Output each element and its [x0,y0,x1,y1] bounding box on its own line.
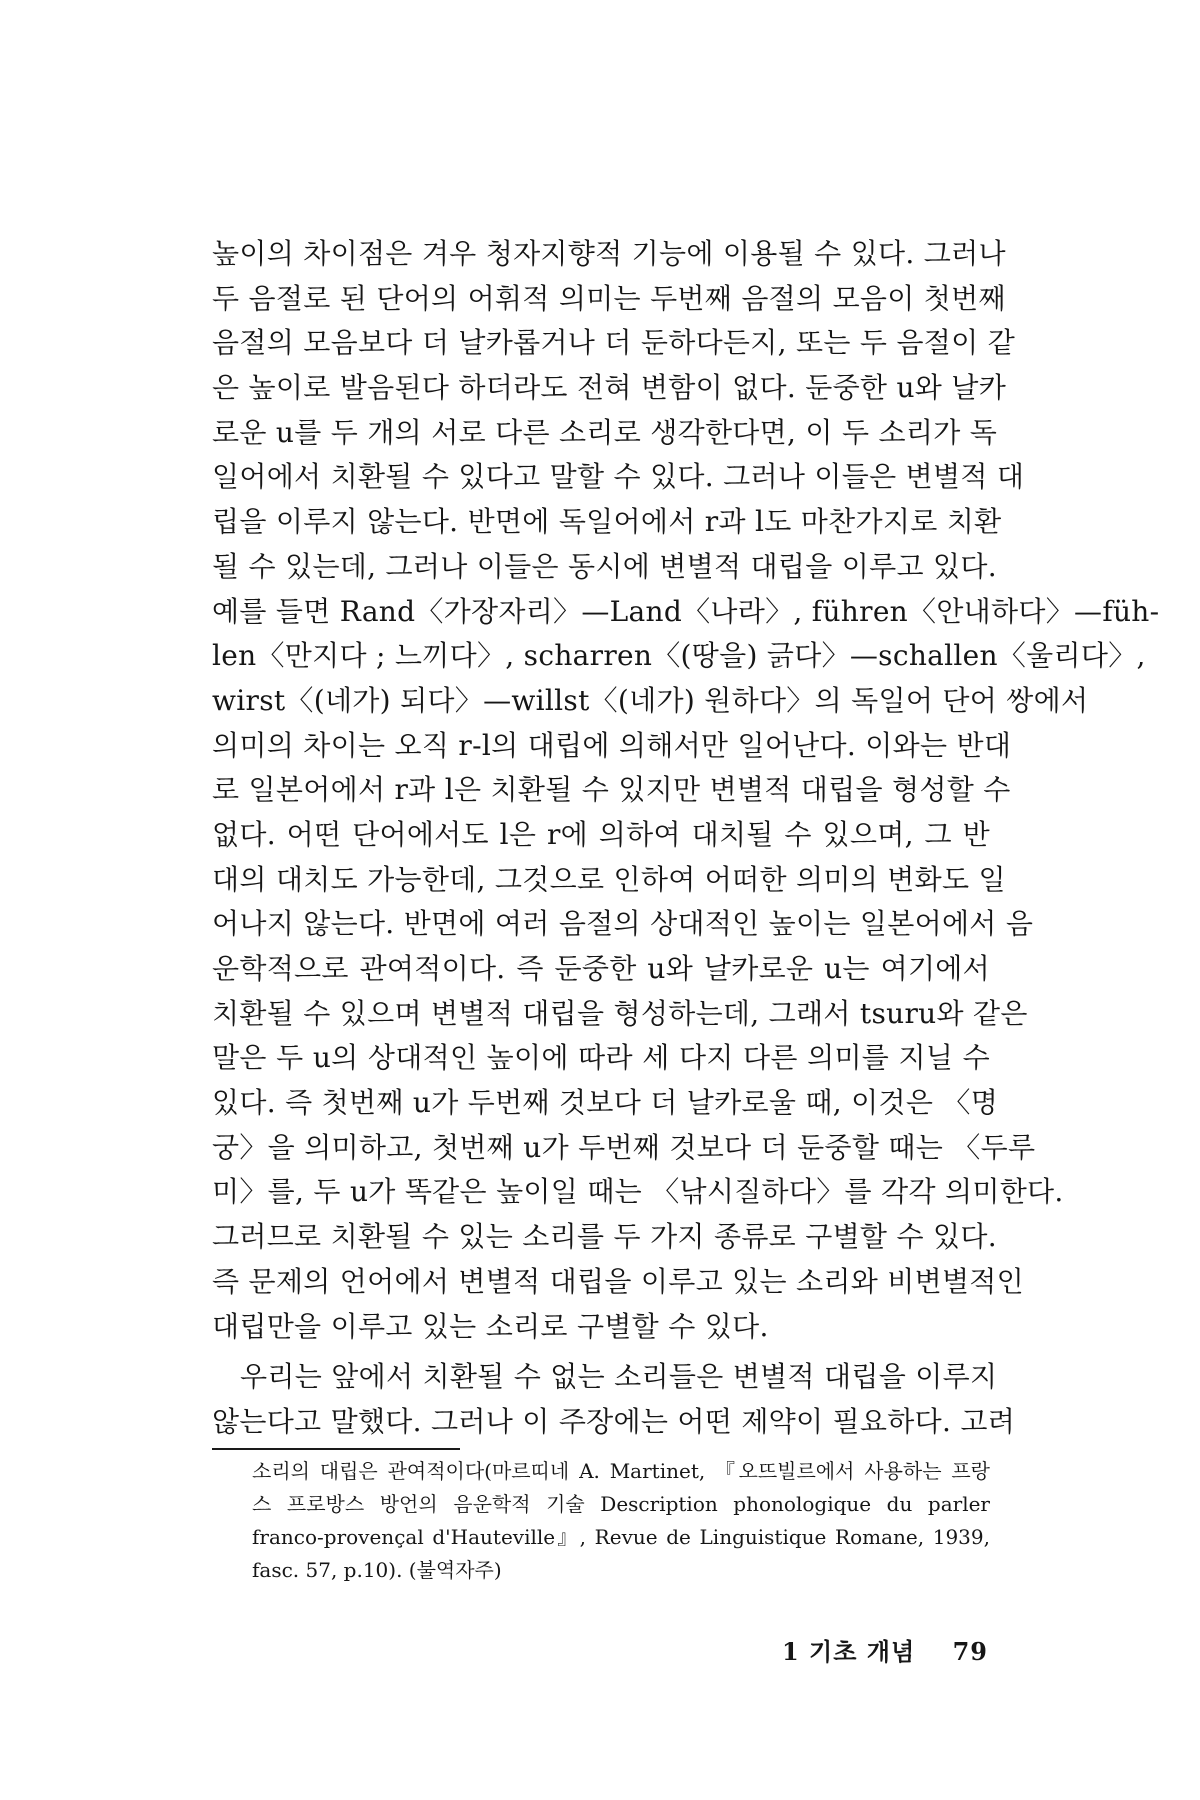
text-line: 로 일본어에서 r과 l은 치환될 수 있지만 변별적 대립을 형성할 수 [212,773,1011,807]
text-line: 될 수 있는데, 그러나 이들은 동시에 변별적 대립을 이루고 있다. [212,549,997,583]
text-line: 우리는 앞에서 치환될 수 없는 소리들은 변별적 대립을 이루지 [240,1360,998,1393]
text-line: 궁〉을 의미하고, 첫번째 u가 두번째 것보다 더 둔중할 때는 〈두루 [212,1130,1036,1164]
footnote-line: 소리의 대립은 관여적이다(마르띠네 A. Martinet, 『오뜨빌르에서 사용하는 프랑 [252,1459,990,1483]
chapter-label: 1 기초 개념 [782,1637,916,1666]
text-line: 립을 이루지 않는다. 반면에 독일어에서 r과 l도 마찬가지로 치환 [212,505,1002,539]
text-line: 두 음절로 된 단어의 어휘적 의미는 두번째 음절의 모음이 첫번째 [212,281,1006,315]
footnote-line: franco-provençal d'Hauteville』, Revue de Linguistique Romane, 1939, [252,1525,990,1549]
footnote [252,1455,990,1587]
text-line: wirst〈(네가) 되다〉—willst〈(네가) 원하다〉의 독일어 단어 쌍에서 [212,683,1089,717]
second-paragraph [212,1355,1016,1444]
text-line: 높이의 차이점은 겨우 청자지향적 기능에 이용될 수 있다. 그러나 [212,237,1006,270]
text-line: 예를 들면 Rand〈가장자리〉—Land〈나라〉, führen〈안내하다〉—füh- [212,594,1160,628]
text-line: 은 높이로 발음된다 하더라도 전혀 변함이 없다. 둔중한 u와 날카 [212,371,1007,405]
footnote-divider [212,1448,460,1450]
text-line: 있다. 즉 첫번째 u가 두번째 것보다 더 날카로울 때, 이것은 〈명 [212,1086,999,1120]
text-line: 로운 u를 두 개의 서로 다른 소리로 생각한다면, 이 두 소리가 독 [212,415,998,449]
running-footer [782,1632,988,1667]
footnote-line: fasc. 57, p.10). (불역자주) [252,1558,502,1582]
text-line: 운학적으로 관여적이다. 즉 둔중한 u와 날카로운 u는 여기에서 [212,952,990,985]
text-line: 없다. 어떤 단어에서도 l은 r에 의하여 대치될 수 있으며, 그 반 [212,817,990,851]
text-line: 즉 문제의 언어에서 변별적 대립을 이루고 있는 소리와 비변별적인 [212,1264,1025,1298]
page-number: 79 [952,1637,988,1666]
text-line: 그러므로 치환될 수 있는 소리를 두 가지 종류로 구별할 수 있다. [212,1220,997,1254]
text-line: 대립만을 이루고 있는 소리로 구별할 수 있다. [212,1309,769,1343]
text-line: 어나지 않는다. 반면에 여러 음절의 상대적인 높이는 일본어에서 음 [212,907,1034,941]
text-line: 일어에서 치환될 수 있다고 말할 수 있다. 그러나 이들은 변별적 대 [212,460,1025,494]
text-line: 말은 두 u의 상대적인 높이에 따라 세 다지 다른 의미를 지닐 수 [212,1041,990,1075]
text-line: 미〉를, 두 u가 똑같은 높이일 때는 〈낚시질하다〉를 각각 의미한다. [212,1175,1064,1209]
text-line: len〈만지다 ; 느끼다〉, scharren〈(땅을) 긁다〉—schallen〈울리다〉, [212,639,1146,673]
text-line: 의미의 차이는 오직 r-l의 대립에 의해서만 일어난다. 이와는 반대 [212,728,1012,762]
text-line: 않는다고 말했다. 그러나 이 주장에는 어떤 제약이 필요하다. 고려 [212,1404,1016,1438]
text-line: 치환될 수 있으며 변별적 대립을 형성하는데, 그래서 tsuru와 같은 [212,996,1028,1030]
text-line: 음절의 모음보다 더 날카롭거나 더 둔하다든지, 또는 두 음절이 같 [212,326,1016,360]
text-line: 대의 대치도 가능한데, 그것으로 인하여 어떠한 의미의 변화도 일 [212,862,1006,896]
body-paragraph [212,232,1160,1349]
footnote-line: 스 프로방스 방언의 음운학적 기술 Description phonologique du parler [252,1492,990,1516]
